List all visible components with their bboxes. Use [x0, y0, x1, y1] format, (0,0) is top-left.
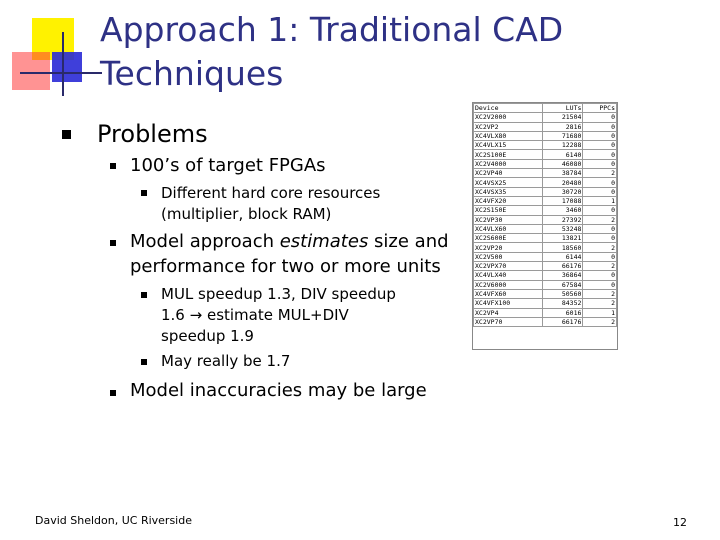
table-cell-ppcs: 2 — [583, 243, 617, 252]
table-cell-device: XC4VLX60 — [474, 224, 543, 233]
page-number: 12 — [673, 516, 687, 529]
bullet-marker — [110, 390, 116, 396]
table-cell-ppcs: 0 — [583, 280, 617, 289]
table-cell-ppcs: 0 — [583, 150, 617, 159]
table-cell-ppcs: 2 — [583, 289, 617, 298]
table-cell-ppcs: 2 — [583, 215, 617, 224]
table-cell-device: XC4VSX35 — [474, 187, 543, 196]
bullet-marker — [141, 292, 147, 298]
table-cell-ppcs: 2 — [583, 299, 617, 308]
table-cell-ppcs: 0 — [583, 206, 617, 215]
table-cell-ppcs: 0 — [583, 122, 617, 131]
table-cell-ppcs: 2 — [583, 317, 617, 326]
table-row — [474, 224, 617, 233]
bullet-model-approach-line1 — [130, 230, 449, 254]
fpga-table-image — [472, 102, 618, 350]
table-cell-device: XC2S100E — [474, 150, 543, 159]
table-cell-luts: 20480 — [542, 178, 583, 187]
table-cell-device: XC2VP2 — [474, 122, 543, 131]
table-header-row — [474, 104, 617, 113]
table-row — [474, 252, 617, 261]
table-cell-device: XC2VP4 — [474, 308, 543, 317]
table-row — [474, 271, 617, 280]
table-row — [474, 141, 617, 150]
bullet-marker — [110, 240, 116, 246]
table-cell-luts: 17088 — [542, 196, 583, 205]
table-header-luts: LUTs — [542, 104, 583, 113]
table-cell-device: XC2V500 — [474, 252, 543, 261]
table-cell-luts: 12288 — [542, 141, 583, 150]
table-row — [474, 317, 617, 326]
table-cell-ppcs: 0 — [583, 131, 617, 140]
table-cell-device: XC4VFX20 — [474, 196, 543, 205]
table-cell-device: XC4VLX15 — [474, 141, 543, 150]
bullet-speedup-line2: 1.6 → estimate MUL+DIV — [161, 306, 349, 324]
table-cell-luts: 84352 — [542, 299, 583, 308]
table-header-device: Device — [474, 104, 543, 113]
table-cell-luts: 66176 — [542, 262, 583, 271]
bullet-marker — [141, 190, 147, 196]
table-row — [474, 178, 617, 187]
table-cell-ppcs: 0 — [583, 234, 617, 243]
slide-title: Approach 1: Traditional CAD Techniques — [100, 10, 564, 93]
table-cell-luts: 3460 — [542, 206, 583, 215]
bullet-model-approach-line2: performance for two or more units — [130, 256, 441, 277]
table-cell-ppcs: 0 — [583, 224, 617, 233]
table-row — [474, 206, 617, 215]
table-row — [474, 215, 617, 224]
table-row — [474, 122, 617, 131]
table-cell-luts: 53248 — [542, 224, 583, 233]
table-cell-luts: 27392 — [542, 215, 583, 224]
table-row — [474, 262, 617, 271]
table-cell-device: XC2V6000 — [474, 280, 543, 289]
table-cell-ppcs: 1 — [583, 308, 617, 317]
table-cell-luts: 67584 — [542, 280, 583, 289]
table-cell-luts: 30720 — [542, 187, 583, 196]
table-cell-luts: 13821 — [542, 234, 583, 243]
table-cell-ppcs: 0 — [583, 252, 617, 261]
logo-horizontal-line — [20, 72, 102, 74]
table-cell-ppcs: 2 — [583, 169, 617, 178]
table-cell-luts: 46080 — [542, 159, 583, 168]
table-row — [474, 308, 617, 317]
bullet-really-17: May really be 1.7 — [161, 352, 291, 370]
table-cell-ppcs: 0 — [583, 178, 617, 187]
table-cell-ppcs: 0 — [583, 271, 617, 280]
bullet-speedup-line1: MUL speedup 1.3, DIV speedup — [161, 285, 396, 303]
table-cell-ppcs: 1 — [583, 196, 617, 205]
logo-blue-square — [52, 52, 82, 82]
table-cell-device: XC2VP70 — [474, 317, 543, 326]
table-cell-device: XC4VFX100 — [474, 299, 543, 308]
bullet-problems: Problems — [97, 120, 208, 148]
model-approach-pre: Model approach — [130, 231, 280, 252]
table-row — [474, 243, 617, 252]
table-cell-ppcs: 0 — [583, 187, 617, 196]
table-cell-luts: 2816 — [542, 122, 583, 131]
table-row — [474, 196, 617, 205]
bullet-hard-core-line1: Different hard core resources — [161, 184, 381, 202]
table-row — [474, 299, 617, 308]
table-row — [474, 159, 617, 168]
table-cell-ppcs: 0 — [583, 141, 617, 150]
table-row — [474, 289, 617, 298]
bullet-marker — [141, 359, 147, 365]
table-row — [474, 187, 617, 196]
table-cell-device: XC2VPX70 — [474, 262, 543, 271]
table-cell-device: XC4VFX60 — [474, 289, 543, 298]
table-cell-device: XC2VP20 — [474, 243, 543, 252]
table-cell-ppcs: 0 — [583, 113, 617, 122]
table-row — [474, 113, 617, 122]
bullet-inaccuracies: Model inaccuracies may be large — [130, 380, 427, 401]
table-cell-luts: 18560 — [542, 243, 583, 252]
table-cell-ppcs: 0 — [583, 159, 617, 168]
bullet-target-fpgas: 100’s of target FPGAs — [130, 155, 326, 176]
table-row — [474, 169, 617, 178]
table-cell-luts: 6016 — [542, 308, 583, 317]
table-cell-luts: 6140 — [542, 150, 583, 159]
footer-author: David Sheldon, UC Riverside — [35, 514, 192, 527]
table-cell-device: XC2S600E — [474, 234, 543, 243]
table-row — [474, 280, 617, 289]
table-row — [474, 150, 617, 159]
bullet-hard-core-line2: (multiplier, block RAM) — [161, 205, 332, 223]
logo-vertical-line — [62, 32, 64, 96]
table-cell-luts: 66176 — [542, 317, 583, 326]
fpga-table — [473, 103, 617, 327]
table-cell-device: XC2V4000 — [474, 159, 543, 168]
table-row — [474, 131, 617, 140]
table-cell-device: XC2VP40 — [474, 169, 543, 178]
table-cell-device: XC4VSX25 — [474, 178, 543, 187]
bullet-marker — [62, 130, 71, 139]
table-cell-device: XC2VP30 — [474, 215, 543, 224]
table-cell-luts: 50560 — [542, 289, 583, 298]
table-cell-device: XC4VLX80 — [474, 131, 543, 140]
bullet-speedup-line3: speedup 1.9 — [161, 327, 254, 345]
table-cell-luts: 38784 — [542, 169, 583, 178]
table-cell-device: XC2V2000 — [474, 113, 543, 122]
model-approach-emphasis: estimates — [279, 231, 369, 252]
logo-red-square — [12, 52, 50, 90]
table-cell-luts: 36864 — [542, 271, 583, 280]
table-header-ppcs: PPCs — [583, 104, 617, 113]
table-cell-luts: 6144 — [542, 252, 583, 261]
table-cell-ppcs: 2 — [583, 262, 617, 271]
table-row — [474, 234, 617, 243]
bullet-marker — [110, 163, 116, 169]
table-cell-device: XC2S150E — [474, 206, 543, 215]
table-cell-luts: 21504 — [542, 113, 583, 122]
model-approach-post: size and — [368, 231, 449, 252]
table-cell-luts: 71680 — [542, 131, 583, 140]
table-cell-device: XC4VLX40 — [474, 271, 543, 280]
